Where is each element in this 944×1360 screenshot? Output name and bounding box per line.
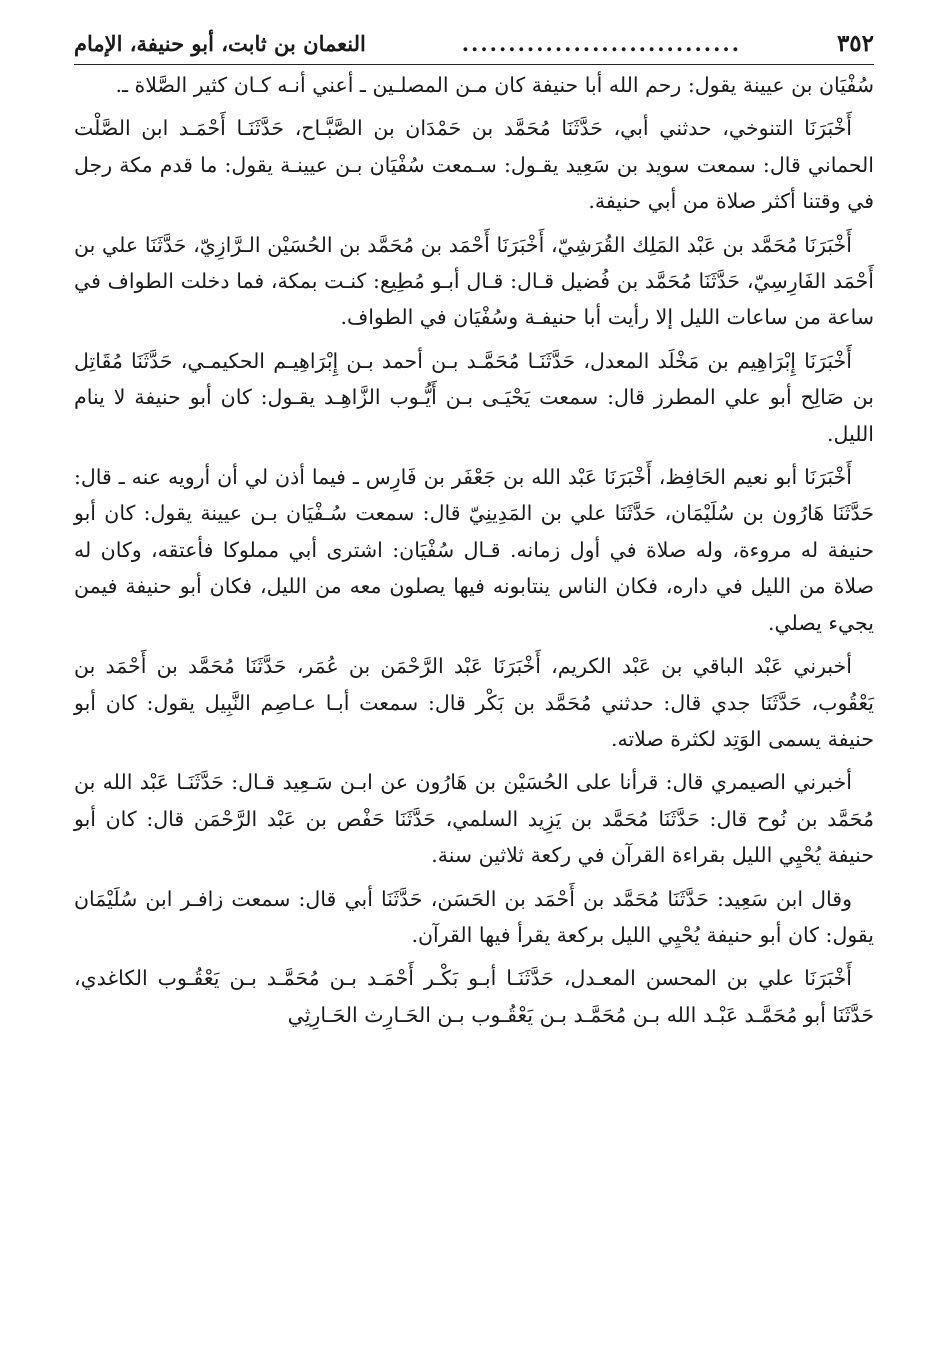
- paragraph: أَخْبَرَنَا التنوخي، حدثني أبي، حَدَّثَنَا مُحَمَّد بن حَمْدَان بن الصَّبَّـاح، حَدَّثَنَـا أَحْمَـد ابن الصَّلْت الحماني قال: سمعت سويد بن سَعِيد يقـول: سـمعت سُفْيَان بـن عيينـة يقول: ما قدم مكة رجل في وقتنا أكثر صلاة من أبي حنيفة.: [74, 116, 874, 214]
- paragraph: سُفْيَان بن عيينة يقول: رحم الله أبا حنيفة كان مـن المصلـين ـ أعني أنـه كـان كثير الصَّلاة ـ.: [115, 73, 874, 97]
- page-body: [74, 67, 874, 1033]
- running-header: [74, 26, 874, 65]
- paragraph: أَخْبَرَنَا أبو نعيم الحَافِظ، أَخْبَرَنَا عَبْد الله بن جَعْفَر بن فَارِس ـ فيما أذن لي أن أرويه عنه ـ قال: حَدَّثَنَا هَارُون بن سُلَيْمَان، حَدَّثَنَا علي بن المَدِينِيّ قال: سمعت سُـفْيَان بـن عيينة يقول: كان أبو حنيفة له مروءة، وله صلاة في أول زمانه. قـال سُفْيَان: اشترى أبي مملوكا فأعتقه، وكان له صلاة من الليل في داره، فكان الناس ينتابونه فيها يصلون معه من الليل، فكان أبو حنيفة فيمن يجيء يصلي.: [74, 465, 874, 635]
- paragraph: أخبرني الصيمري قال: قرأنا على الحُسَيْن بن هَارُون عن ابـن سَـعِيد قـال: حَدَّثَنَـا عَبْد الله بن مُحَمَّد بن نُوح قال: حَدَّثَنَا مُحَمَّد بن يَزِيد السلمي، حَدَّثَنَا حَفْص بن عَبْد الرَّحْمَن قال: كان أبو حنيفة يُحْيِي الليل بقراءة القرآن في ركعة ثلاثين سنة.: [74, 770, 874, 868]
- paragraph: أخبرني عَبْد الباقي بن عَبْد الكريم، أَخْبَرَنَا عَبْد الرَّحْمَن بن عُمَر، حَدَّثَنَا مُحَمَّد بن أَحْمَد بن يَعْقُوب، حَدَّثَنَا جدي قال: حدثني مُحَمَّد بن بَكْر قال: سمعت أبـا عـاصِم النَّبِيل يقول: كان أبو حنيفة يسمى الوَتِد لكثرة صلاته.: [74, 654, 874, 751]
- paragraph: أَخْبَرَنَا علي بن المحسن المعـدل، حَدَّثَنَـا أبـو بَكْـر أَحْمَـد بـن مُحَمَّـد بـن يَعْقُـوب الكاغدي، حَدَّثَنَا أبو مُحَمَّـد عَبْـد الله بـن مُحَمَّـد بـن يَعْقُـوب بـن الحَـارِث الحَـارِثِي: [74, 966, 874, 1027]
- book-page: [74, 26, 874, 1040]
- paragraph: أَخْبَرَنَا مُحَمَّد بن عَبْد المَلِك القُرَشِيّ، أَخْبَرَنَا أَحْمَد بن مُحَمَّد بن الحُسَيْن الـرَّازِيّ، حَدَّثَنَا علي بن أَحْمَد الفَارِسِيّ، حَدَّثَنَا مُحَمَّد بن فُضيل قـال: قـال أبـو مُطِيع: كنـت بمكة، فما دخلت الطواف في ساعة من ساعات الليل إلا رأيت أبا حنيفـة وسُفْيَان في الطواف.: [74, 232, 874, 330]
- paragraph: أَخْبَرَنَا إِبْرَاهِيم بن مَخْلَد المعدل، حَدَّثَنَـا مُحَمَّـد بـن أحمد بـن إِبْرَاهِيـم الحكيمـي، حَدَّثَنَا مُقَاتِل بن صَالِح أبو علي المطرز قال: سمعت يَحْيَـى بـن أَيُّـوب الزَّاهِـد يقـول: كان أبو حنيفة لا ينام الليل.: [74, 348, 874, 446]
- page-number: ٣٥٢: [836, 30, 874, 57]
- chapter-title: النعمان بن ثابت، أبو حنيفة، الإمام: [74, 31, 366, 56]
- paragraph: وقال ابن سَعِيد: حَدَّثَنَا مُحَمَّد بن أَحْمَد بن الحَسَن، حَدَّثَنَا أبي قال: سمعت زافـر ابن سُلَيْمَان يقول: كان أبو حنيفة يُحْيِي الليل بركعة يقرأ فيها القرآن.: [74, 886, 874, 947]
- header-leader-dots: ..............................: [461, 31, 742, 56]
